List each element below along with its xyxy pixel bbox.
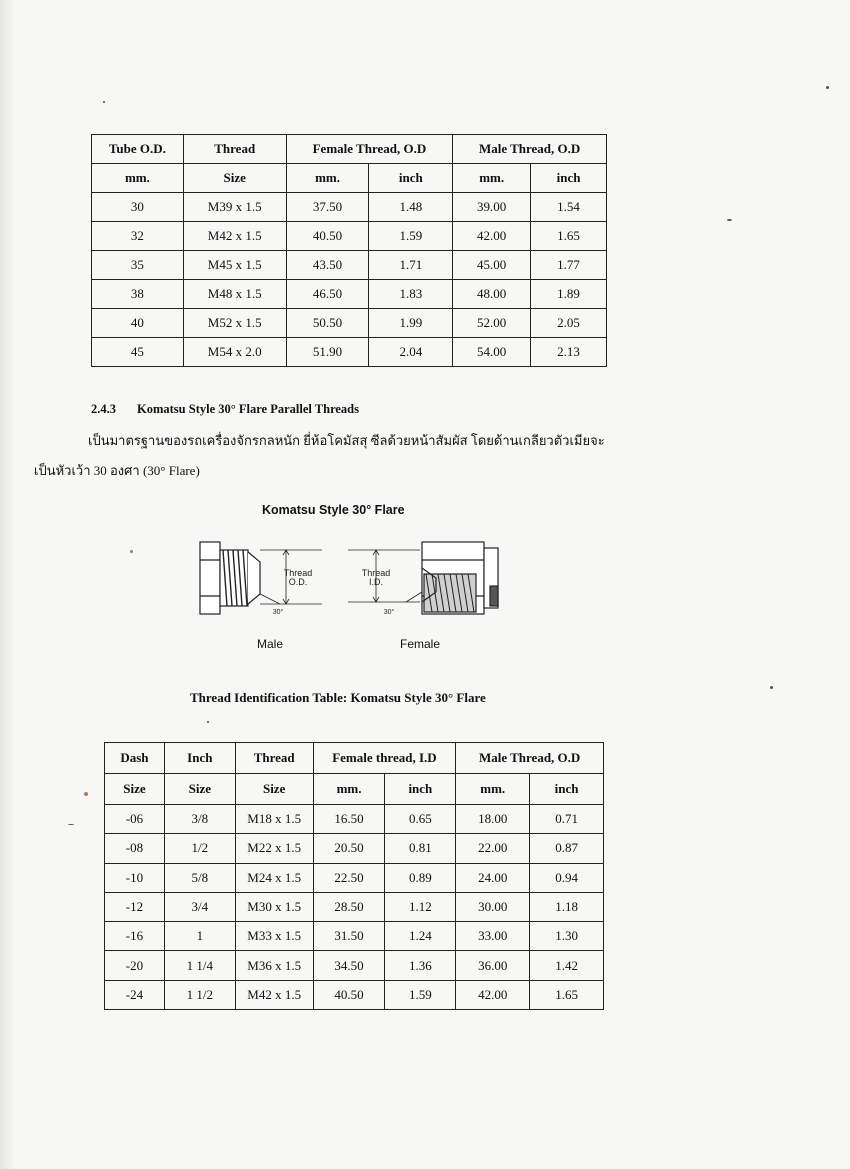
header-inch: Inch (164, 743, 235, 774)
scan-speck (130, 550, 133, 553)
table-cell: 28.50 (313, 892, 385, 921)
table-cell: 1.24 (385, 922, 456, 951)
scan-speck (103, 101, 105, 103)
header-female-thread-od: Female Thread, O.D (286, 135, 453, 164)
table-cell: M22 x 1.5 (235, 834, 313, 863)
table-row (105, 892, 604, 921)
table-cell: 0.81 (385, 834, 456, 863)
female-thread-label: Thread (361, 568, 391, 578)
header-thread: Thread (235, 743, 313, 774)
header-unit: inch (385, 774, 456, 805)
table-cell: -06 (105, 805, 165, 834)
table-cell: 40.50 (286, 222, 369, 251)
table-cell: 34.50 (313, 951, 385, 980)
table-cell: 22.50 (313, 863, 385, 892)
table-cell: 3/8 (164, 805, 235, 834)
male-angle-label: 30° (272, 609, 284, 616)
table-row (105, 805, 604, 834)
table-cell: 0.87 (530, 834, 604, 863)
table-cell: 36.00 (456, 951, 530, 980)
header-unit: mm. (453, 164, 531, 193)
table-cell: 1.12 (385, 892, 456, 921)
table-cell: -12 (105, 892, 165, 921)
female-angle-label: 30° (383, 609, 395, 616)
table-cell: -10 (105, 863, 165, 892)
section-number: 2.4.3 (91, 402, 116, 416)
header-unit: mm. (313, 774, 385, 805)
table-cell: 37.50 (286, 193, 369, 222)
table-cell: 1.54 (531, 193, 607, 222)
table-cell: M18 x 1.5 (235, 805, 313, 834)
female-label: Female (400, 637, 441, 651)
table-cell: 1.18 (530, 892, 604, 921)
table-cell: M42 x 1.5 (183, 222, 286, 251)
table-cell: -24 (105, 980, 165, 1009)
table-cell: 1.89 (531, 280, 607, 309)
table-cell: M39 x 1.5 (183, 193, 286, 222)
table-cell: 1.42 (530, 951, 604, 980)
table-cell: 1.77 (531, 251, 607, 280)
table-cell: 1.30 (530, 922, 604, 951)
table-cell: 22.00 (456, 834, 530, 863)
table-cell: 2.05 (531, 309, 607, 338)
header-unit: Size (164, 774, 235, 805)
table-cell: 38 (92, 280, 184, 309)
scan-speck (727, 219, 732, 221)
table-cell: 45 (92, 338, 184, 367)
table-row (92, 251, 607, 280)
table-cell: 18.00 (456, 805, 530, 834)
table-cell: 2.04 (369, 338, 453, 367)
header-male-thread-od: Male Thread, O.D (456, 743, 604, 774)
table-cell: M36 x 1.5 (235, 951, 313, 980)
header-thread: Thread (183, 135, 286, 164)
table-cell: 52.00 (453, 309, 531, 338)
table-row (105, 834, 604, 863)
table-cell: 1 1/4 (164, 951, 235, 980)
thread-identification-table (104, 742, 604, 1010)
scan-speck (68, 824, 74, 825)
table-cell: 0.71 (530, 805, 604, 834)
table-cell: 0.65 (385, 805, 456, 834)
table-cell: -20 (105, 951, 165, 980)
table2-title: Thread Identification Table: Komatsu Style 30° Flare (190, 690, 486, 705)
table-cell: 35 (92, 251, 184, 280)
table-cell: 2.13 (531, 338, 607, 367)
table-cell: 39.00 (453, 193, 531, 222)
table-cell: -16 (105, 922, 165, 951)
diagram-title: Komatsu Style 30° Flare (262, 503, 405, 517)
scan-speck (84, 792, 88, 796)
table-cell: 1 (164, 922, 235, 951)
table-cell: 42.00 (453, 222, 531, 251)
table-cell: 42.00 (456, 980, 530, 1009)
table-cell: M48 x 1.5 (183, 280, 286, 309)
table-cell: M45 x 1.5 (183, 251, 286, 280)
scan-speck (826, 86, 829, 89)
male-thread-label: Thread (283, 568, 313, 578)
body-text-line: เป็นหัวเว้า 30 องศา (30° Flare) (34, 463, 200, 478)
table-cell: 46.50 (286, 280, 369, 309)
table-cell: 0.94 (530, 863, 604, 892)
table-cell: M33 x 1.5 (235, 922, 313, 951)
tube-od-thread-table (91, 134, 607, 367)
table-row (92, 280, 607, 309)
table-cell: -08 (105, 834, 165, 863)
table-cell: M42 x 1.5 (235, 980, 313, 1009)
header-unit: mm. (92, 164, 184, 193)
table-cell: 1.36 (385, 951, 456, 980)
female-thread-label: I.D. (368, 577, 384, 587)
table-cell: 1.48 (369, 193, 453, 222)
body-text-line: เป็นมาตรฐานของรถเครื่องจักรกลหนัก ยี่ห้อโคมัสสุ ซีลด้วยหน้าสัมผัส โดยด้านเกลียวตัวเมียจะ (88, 433, 605, 448)
table-cell: M52 x 1.5 (183, 309, 286, 338)
table-cell: 40 (92, 309, 184, 338)
section-heading (91, 402, 359, 417)
table-cell: 48.00 (453, 280, 531, 309)
header-unit: inch (531, 164, 607, 193)
table-cell: 1.65 (530, 980, 604, 1009)
table-cell: M54 x 2.0 (183, 338, 286, 367)
table-cell: 51.90 (286, 338, 369, 367)
table-cell: 1.59 (385, 980, 456, 1009)
male-label: Male (257, 637, 284, 651)
table-row (92, 338, 607, 367)
table-row (105, 922, 604, 951)
table-cell: 45.00 (453, 251, 531, 280)
table-cell: 33.00 (456, 922, 530, 951)
table-cell: 20.50 (313, 834, 385, 863)
table-cell: M24 x 1.5 (235, 863, 313, 892)
table-cell: 40.50 (313, 980, 385, 1009)
table-row (105, 980, 604, 1009)
komatsu-flare-diagram (190, 530, 510, 630)
header-unit: inch (530, 774, 604, 805)
table-cell: 30.00 (456, 892, 530, 921)
table-cell: 3/4 (164, 892, 235, 921)
header-tube-od: Tube O.D. (92, 135, 184, 164)
table-row (92, 222, 607, 251)
header-unit: mm. (286, 164, 369, 193)
header-male-thread-od: Male Thread, O.D (453, 135, 607, 164)
table-cell: 24.00 (456, 863, 530, 892)
table-cell: 43.50 (286, 251, 369, 280)
header-unit: Size (235, 774, 313, 805)
table-cell: 1.71 (369, 251, 453, 280)
scan-speck (770, 686, 773, 689)
table-cell: 30 (92, 193, 184, 222)
table-row (92, 193, 607, 222)
table-cell: 5/8 (164, 863, 235, 892)
scan-page-edge (0, 0, 14, 1169)
header-unit: Size (183, 164, 286, 193)
table-cell: 16.50 (313, 805, 385, 834)
table-cell: 1 1/2 (164, 980, 235, 1009)
table-cell: 32 (92, 222, 184, 251)
header-unit: Size (105, 774, 165, 805)
table-cell: 50.50 (286, 309, 369, 338)
table-cell: M30 x 1.5 (235, 892, 313, 921)
header-unit: mm. (456, 774, 530, 805)
table-row (92, 309, 607, 338)
header-unit: inch (369, 164, 453, 193)
scan-speck (207, 721, 209, 723)
table-cell: 31.50 (313, 922, 385, 951)
table-cell: 54.00 (453, 338, 531, 367)
table-cell: 1/2 (164, 834, 235, 863)
table-cell: 1.59 (369, 222, 453, 251)
table-cell: 1.99 (369, 309, 453, 338)
section-title: Komatsu Style 30° Flare Parallel Threads (137, 402, 360, 416)
header-dash: Dash (105, 743, 165, 774)
table-cell: 1.65 (531, 222, 607, 251)
table-row (105, 863, 604, 892)
table-row (105, 951, 604, 980)
table-cell: 1.83 (369, 280, 453, 309)
table-cell: 0.89 (385, 863, 456, 892)
male-thread-label: O.D. (288, 577, 308, 587)
header-female-thread-id: Female thread, I.D (313, 743, 456, 774)
